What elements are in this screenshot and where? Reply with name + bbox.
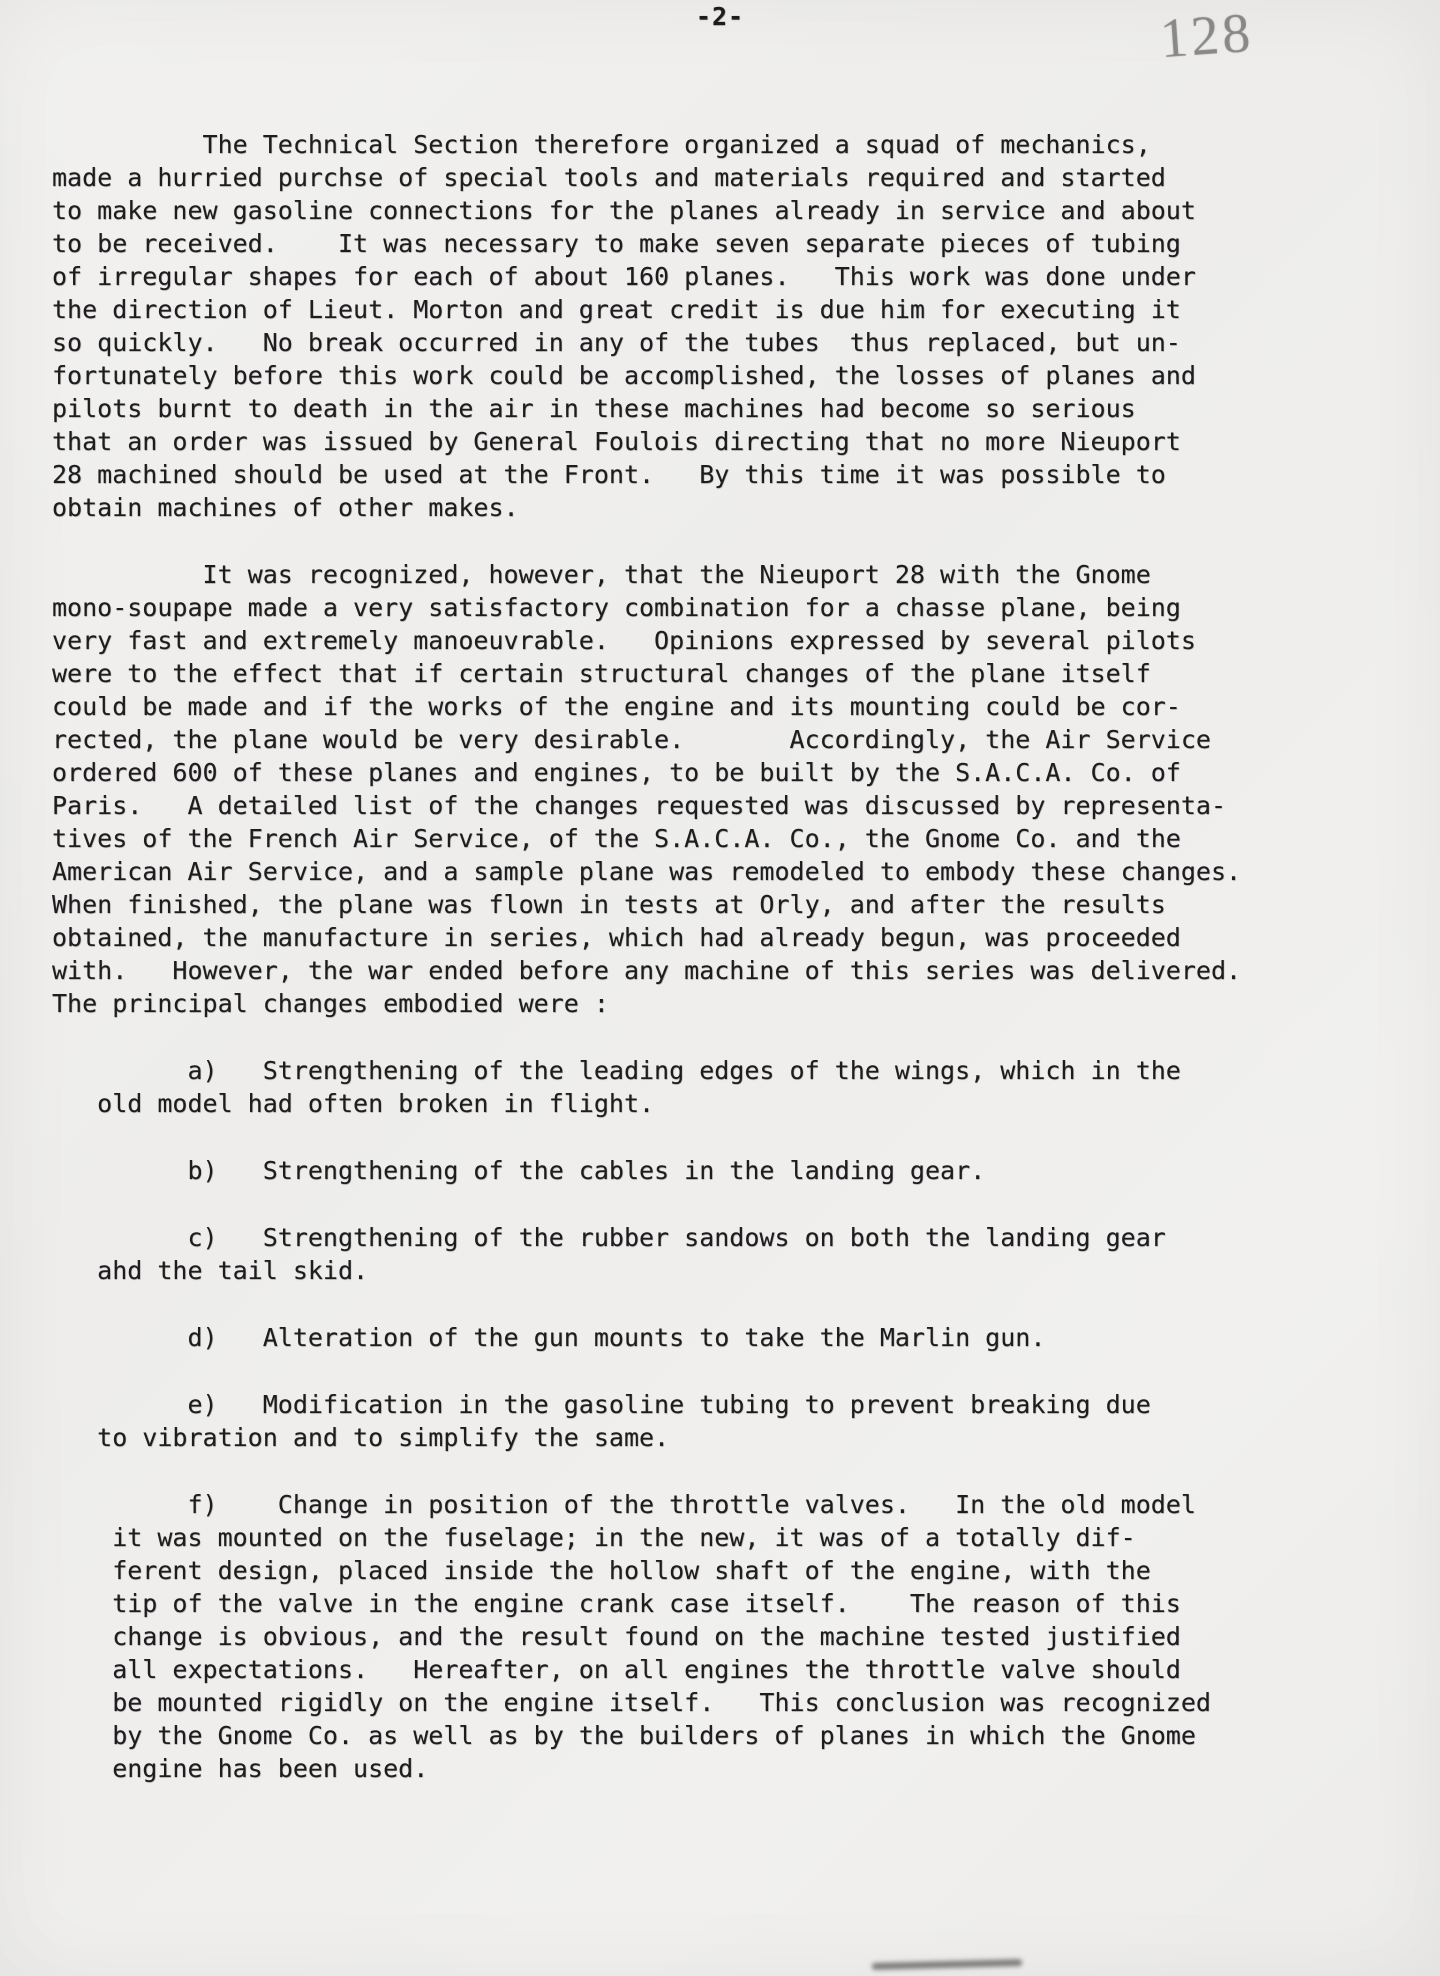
text-line: with. However, the war ended before any machine of this series was delivered. <box>52 956 1242 985</box>
text-line: to make new gasoline connections for the planes already in service and about <box>52 196 1196 225</box>
text-line: engine has been used. <box>52 1754 429 1783</box>
text-line: of irregular shapes for each of about 160 planes. This work was done under <box>52 262 1196 291</box>
text-line: tives of the French Air Service, of the S.A.C.A. Co., the Gnome Co. and the <box>52 824 1181 853</box>
text-line: d) Alteration of the gun mounts to take the Marlin gun. <box>52 1323 1046 1352</box>
text-line: The Technical Section therefore organized a squad of mechanics, <box>52 130 1151 159</box>
text-line: b) Strengthening of the cables in the landing gear. <box>52 1156 986 1185</box>
text-line: could be made and if the works of the engine and its mounting could be cor- <box>52 692 1181 721</box>
text-line: obtained, the manufacture in series, which had already begun, was proceeded <box>52 923 1181 952</box>
text-line: so quickly. No break occurred in any of the tubes thus replaced, but un- <box>52 328 1181 357</box>
text-line: by the Gnome Co. as well as by the builders of planes in which the Gnome <box>52 1721 1196 1750</box>
list-item-a <box>52 1054 1410 1120</box>
text-line: ahd the tail skid. <box>52 1256 369 1285</box>
text-line: all expectations. Hereafter, on all engines the throttle valve should <box>52 1655 1181 1684</box>
paragraph-1 <box>52 128 1410 524</box>
text-line: be mounted rigidly on the engine itself. This conclusion was recognized <box>52 1688 1211 1717</box>
list-item-d <box>52 1321 1410 1354</box>
text-line: Paris. A detailed list of the changes requested was discussed by representa- <box>52 791 1226 820</box>
text-line: change is obvious, and the result found on the machine tested justified <box>52 1622 1181 1651</box>
text-line: The principal changes embodied were : <box>52 989 609 1018</box>
text-line: the direction of Lieut. Morton and great credit is due him for executing it <box>52 295 1181 324</box>
text-line: made a hurried purchse of special tools and materials required and started <box>52 163 1166 192</box>
text-line: a) Strengthening of the leading edges of the wings, which in the <box>52 1056 1181 1085</box>
text-line: ferent design, placed inside the hollow shaft of the engine, with the <box>52 1556 1151 1585</box>
text-line: obtain machines of other makes. <box>52 493 519 522</box>
text-line: American Air Service, and a sample plane was remodeled to embody these changes. <box>52 857 1242 886</box>
text-line: It was recognized, however, that the Nieuport 28 with the Gnome <box>52 560 1151 589</box>
list-item-b <box>52 1154 1410 1187</box>
text-line: f) Change in position of the throttle valves. In the old model <box>52 1490 1196 1519</box>
text-line: rected, the plane would be very desirable. Accordingly, the Air Service <box>52 725 1211 754</box>
text-line: that an order was issued by General Foulois directing that no more Nieuport <box>52 427 1181 456</box>
text-line: it was mounted on the fuselage; in the new, it was of a totally dif- <box>52 1523 1136 1552</box>
text-line: e) Modification in the gasoline tubing to prevent breaking due <box>52 1390 1151 1419</box>
list-item-e <box>52 1388 1410 1454</box>
text-line: were to the effect that if certain structural changes of the plane itself <box>52 659 1151 688</box>
page-number: -2- <box>695 2 745 31</box>
text-line: pilots burnt to death in the air in these machines had become so serious <box>52 394 1136 423</box>
page-stamp: 128 <box>1157 1 1256 71</box>
text-line: to be received. It was necessary to make seven separate pieces of tubing <box>52 229 1181 258</box>
text-line: c) Strengthening of the rubber sandows on both the landing gear <box>52 1223 1166 1252</box>
document-body <box>52 128 1410 1785</box>
text-line: 28 machined should be used at the Front. By this time it was possible to <box>52 460 1166 489</box>
scan-smudge <box>872 1959 1022 1970</box>
list-item-f <box>52 1488 1410 1785</box>
paragraph-2 <box>52 558 1410 1020</box>
text-line: to vibration and to simplify the same. <box>52 1423 670 1452</box>
text-line: mono-soupape made a very satisfactory combination for a chasse plane, being <box>52 593 1181 622</box>
text-line: fortunately before this work could be accomplished, the losses of planes and <box>52 361 1196 390</box>
text-line: old model had often broken in flight. <box>52 1089 655 1118</box>
text-line: tip of the valve in the engine crank case itself. The reason of this <box>52 1589 1181 1618</box>
list-item-c <box>52 1221 1410 1287</box>
text-line: ordered 600 of these planes and engines, to be built by the S.A.C.A. Co. of <box>52 758 1181 787</box>
text-line: very fast and extremely manoeuvrable. Opinions expressed by several pilots <box>52 626 1196 655</box>
text-line: When finished, the plane was flown in tests at Orly, and after the results <box>52 890 1166 919</box>
